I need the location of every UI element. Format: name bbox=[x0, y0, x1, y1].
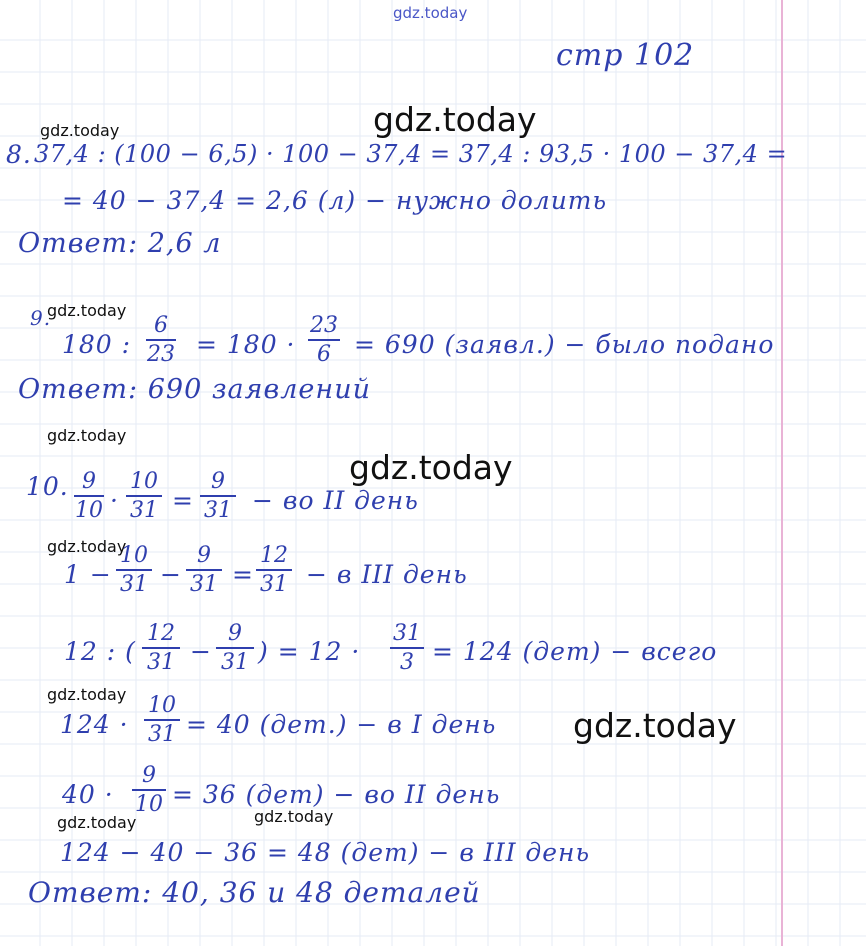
denominator: 31 bbox=[147, 650, 175, 675]
task10-r5-lead: 40 · bbox=[62, 780, 114, 809]
task10-r2-op: − bbox=[160, 560, 182, 589]
task10-r3-lead: 12 : ( bbox=[64, 637, 136, 666]
denominator: 31 bbox=[204, 498, 232, 523]
task9-mid: = 180 · bbox=[196, 330, 296, 359]
watermark-large-2: gdz.today bbox=[349, 448, 513, 487]
watermark-small-2: gdz.today bbox=[47, 301, 127, 320]
fraction-bar bbox=[142, 647, 180, 649]
task10-r1-fraction-3 bbox=[200, 470, 236, 523]
denominator: 6 bbox=[317, 342, 331, 367]
task10-r1-tail: − во II день bbox=[252, 486, 419, 515]
task10-r3-fraction-3 bbox=[390, 622, 424, 675]
fraction-bar bbox=[200, 495, 236, 497]
numerator: 10 bbox=[148, 693, 176, 718]
watermark-small-3: gdz.today bbox=[47, 426, 127, 445]
denominator: 31 bbox=[130, 498, 158, 523]
task10-r5-tail: = 36 (дет) − во II день bbox=[172, 780, 501, 809]
task10-r2-tail: − в III день bbox=[306, 560, 468, 589]
watermark-large-3: gdz.today bbox=[573, 706, 737, 745]
fraction-bar bbox=[186, 569, 222, 571]
task8-number: 8. bbox=[6, 140, 32, 169]
task10-r4-fraction-1 bbox=[144, 694, 180, 747]
task10-r4-lead: 124 · bbox=[60, 710, 129, 739]
denominator: 3 bbox=[400, 650, 414, 675]
denominator: 10 bbox=[75, 498, 103, 523]
task10-r3-op: − bbox=[190, 637, 212, 666]
task9-fraction-1 bbox=[146, 314, 176, 367]
fraction-bar bbox=[256, 569, 292, 571]
numerator: 9 bbox=[82, 469, 96, 494]
task10-r1-eq: = bbox=[172, 486, 194, 515]
page-number-label: стр 102 bbox=[556, 38, 695, 73]
denominator: 23 bbox=[147, 342, 175, 367]
fraction-bar bbox=[146, 339, 176, 341]
numerator: 31 bbox=[393, 621, 421, 646]
numerator: 9 bbox=[228, 621, 242, 646]
task10-answer: Ответ: 40, 36 и 48 деталей bbox=[28, 876, 481, 909]
task10-r1-op: · bbox=[110, 486, 119, 515]
watermark-small-5: gdz.today bbox=[47, 685, 127, 704]
fraction-bar bbox=[132, 789, 166, 791]
task10-r3-fraction-2 bbox=[216, 622, 254, 675]
task9-number: 9. bbox=[30, 306, 52, 330]
denominator: 31 bbox=[221, 650, 249, 675]
task8-line2: = 40 − 37,4 = 2,6 (л) − нужно долить bbox=[62, 186, 608, 215]
task9-tail: = 690 (заявл.) − было подано bbox=[354, 330, 775, 359]
task9-answer: Ответ: 690 заявлений bbox=[18, 374, 371, 405]
task10-r3-fraction-1 bbox=[142, 622, 180, 675]
numerator: 9 bbox=[211, 469, 225, 494]
denominator: 10 bbox=[135, 792, 163, 817]
watermark-small-1: gdz.today bbox=[40, 121, 120, 140]
task9-lead: 180 : bbox=[62, 330, 132, 359]
watermark-large-1: gdz.today bbox=[373, 100, 537, 139]
task10-r1-fraction-1 bbox=[74, 470, 104, 523]
fraction-bar bbox=[216, 647, 254, 649]
watermark-small-4: gdz.today bbox=[47, 537, 127, 556]
numerator: 9 bbox=[142, 763, 156, 788]
fraction-bar bbox=[74, 495, 104, 497]
task10-r3-mid: ) = 12 · bbox=[258, 637, 361, 666]
denominator: 31 bbox=[190, 572, 218, 597]
fraction-bar bbox=[116, 569, 152, 571]
fraction-bar bbox=[144, 719, 180, 721]
numerator: 9 bbox=[197, 543, 211, 568]
numerator: 10 bbox=[130, 469, 158, 494]
task10-number: 10. bbox=[26, 472, 69, 501]
watermark-small-6: gdz.today bbox=[254, 807, 334, 826]
task8-line1: 37,4 : (100 − 6,5) · 100 − 37,4 = 37,4 : 93,5 · 100 − 37,4 = bbox=[34, 140, 788, 168]
numerator: 6 bbox=[154, 313, 168, 338]
numerator: 23 bbox=[310, 313, 338, 338]
task10-r4-tail: = 40 (дет.) − в I день bbox=[186, 710, 497, 739]
denominator: 31 bbox=[260, 572, 288, 597]
numerator: 12 bbox=[260, 543, 288, 568]
numerator: 10 bbox=[120, 543, 148, 568]
task10-r2-eq: = bbox=[232, 560, 254, 589]
denominator: 31 bbox=[120, 572, 148, 597]
task10-r1-fraction-2 bbox=[126, 470, 162, 523]
watermark-small-7: gdz.today bbox=[57, 813, 137, 832]
task10-r6: 124 − 40 − 36 = 48 (дет) − в III день bbox=[60, 838, 591, 867]
task10-r5-fraction-1 bbox=[132, 764, 166, 817]
fraction-bar bbox=[390, 647, 424, 649]
fraction-bar bbox=[126, 495, 162, 497]
numerator: 12 bbox=[147, 621, 175, 646]
fraction-bar bbox=[308, 339, 340, 341]
task10-r2-lead: 1 − bbox=[64, 560, 112, 589]
task10-r3-tail: = 124 (дет) − всего bbox=[432, 637, 718, 666]
task8-answer: Ответ: 2,6 л bbox=[18, 228, 222, 259]
task9-fraction-2 bbox=[308, 314, 340, 367]
denominator: 31 bbox=[148, 722, 176, 747]
watermark-top: gdz.today bbox=[393, 4, 468, 22]
task10-r2-fraction-2 bbox=[186, 544, 222, 597]
task10-r2-fraction-3 bbox=[256, 544, 292, 597]
task10-r2-fraction-1 bbox=[116, 544, 152, 597]
